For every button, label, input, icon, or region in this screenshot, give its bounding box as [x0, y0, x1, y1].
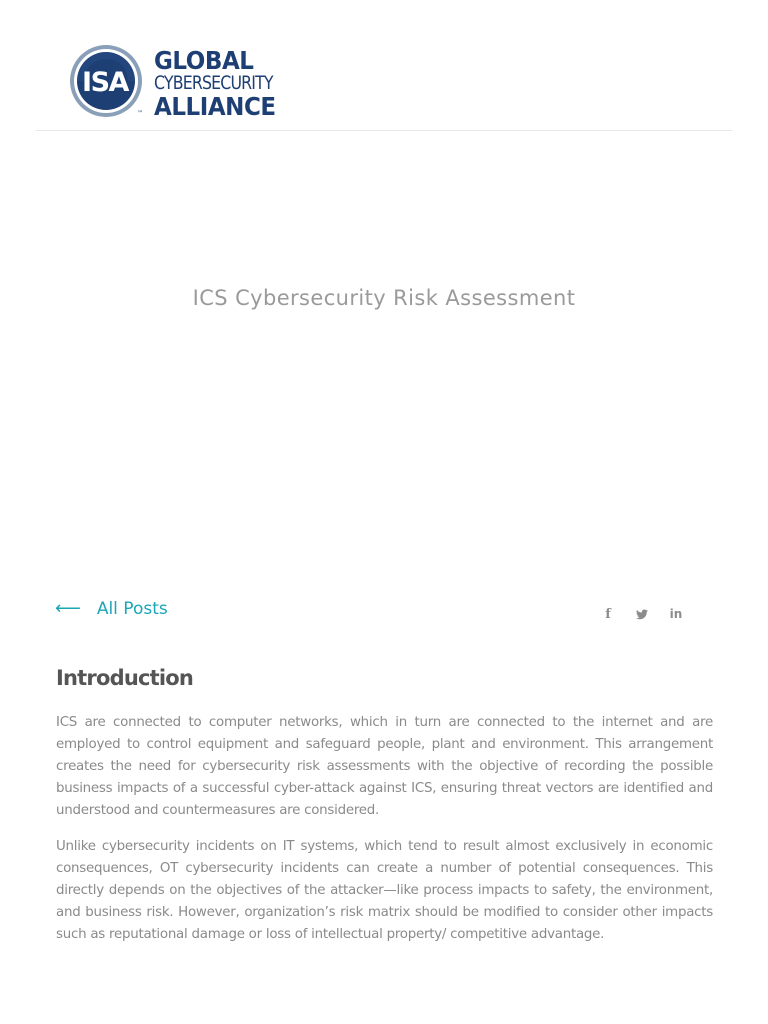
- isa-gca-logo[interactable]: [68, 44, 338, 120]
- logo-word-cybersecurity: CYBERSECURITY: [154, 72, 273, 94]
- logo-wordmark: [154, 48, 297, 119]
- linkedin-share-button[interactable]: [668, 604, 684, 624]
- svg-text:ISA: ISA: [82, 67, 128, 98]
- site-header: [36, 0, 732, 131]
- arrow-left-icon: ⟵: [55, 598, 81, 619]
- article-paragraph: Unlike cybersecurity incidents on IT systems, which tend to result almost exclusively in economic consequences, OT cybersecurity incidents can create a number of potential consequences. This directly depends on the objectives of the attacker—like process impacts to safety, the environment, and business risk. However, organization’s risk matrix should be modified to consider other impacts such as reputational damage or loss of intellectual property/ competitive advantage.: [56, 839, 713, 942]
- post-title: ICS Cybersecurity Risk Assessment: [192, 286, 576, 310]
- section-heading-introduction: Introduction: [56, 666, 194, 690]
- twitter-share-button[interactable]: [634, 604, 650, 624]
- share-buttons: [600, 604, 684, 624]
- twitter-icon: [636, 609, 648, 620]
- facebook-share-button[interactable]: [600, 604, 616, 624]
- isa-seal-logo-icon: [68, 44, 146, 120]
- article-paragraph: ICS are connected to computer networks, which in turn are connected to the internet and are employed to control equipment and safeguard people, plant and environment. This arrangement creates the need for cybersecurity risk assessments with the objective of recording the possible business impacts of a successful cyber-attack against ICS, ensuring threat vectors are identified and understood and countermeasures are considered.: [56, 715, 713, 818]
- linkedin-icon: in: [669, 607, 683, 621]
- all-posts-link[interactable]: [55, 599, 168, 619]
- logo-word-global: GLOBAL: [154, 46, 254, 75]
- logo-word-alliance: ALLIANCE: [154, 92, 276, 121]
- svg-text:™: ™: [137, 110, 143, 117]
- article-body: [56, 666, 713, 960]
- all-posts-label: All Posts: [96, 599, 168, 619]
- facebook-icon: f: [605, 606, 611, 622]
